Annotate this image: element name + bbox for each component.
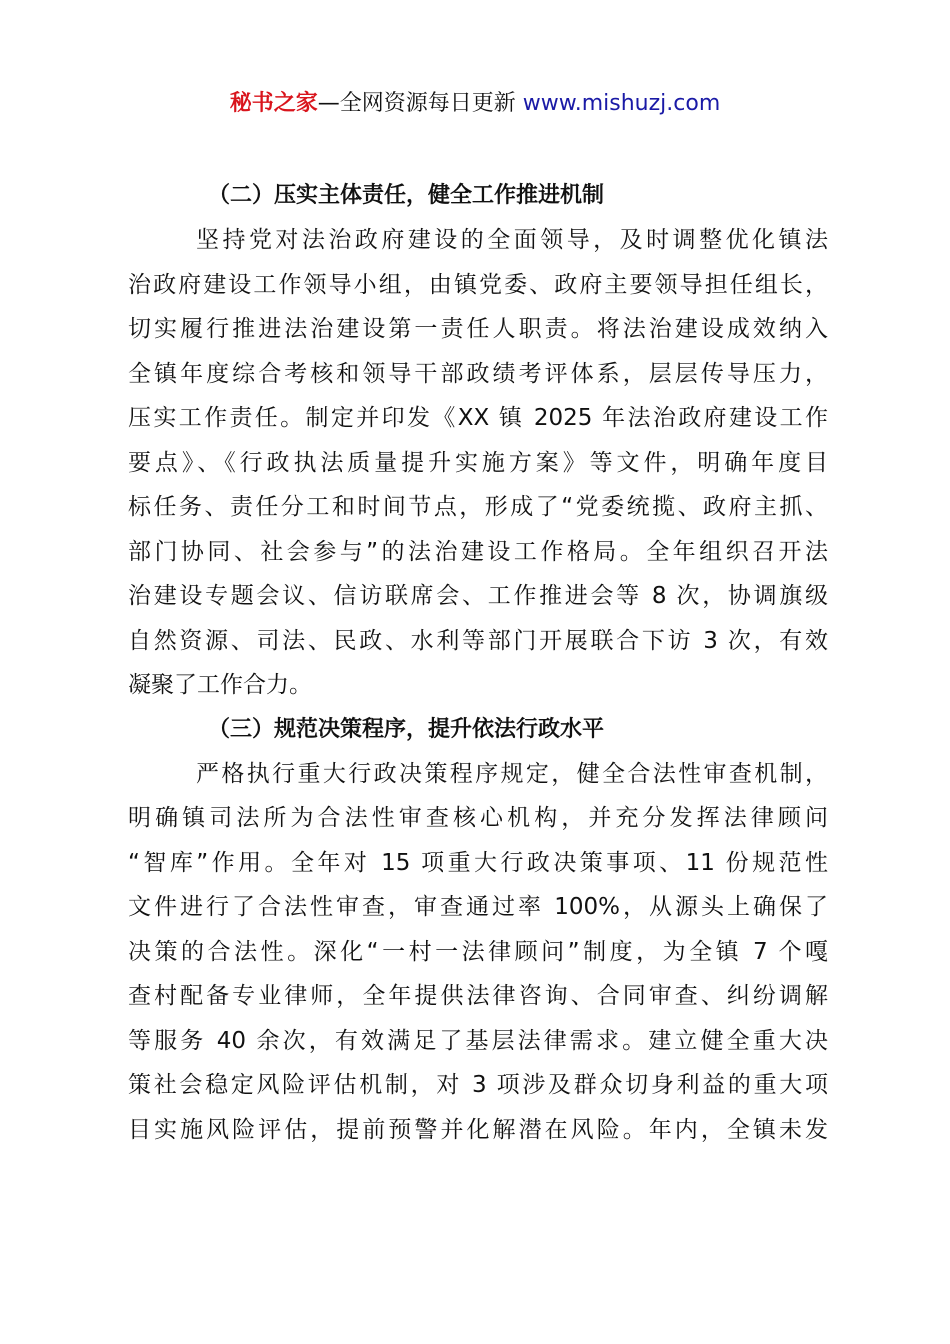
section-heading-2: （二）压实主体责任，健全工作推进机制: [208, 183, 605, 208]
paragraph-line: 明确镇司法所为合法性审查核心机构，并充分发挥法律顾问: [128, 805, 828, 831]
paragraph-line: 要点》、《行政执法质量提升实施方案》等文件，明确年度目: [128, 449, 828, 476]
paragraph-line: 标任务、责任分工和时间节点，形成了“党委统揽、政府主抓、: [128, 494, 828, 520]
paragraph-line: 坚持党对法治政府建设的全面领导，及时调整优化镇法: [196, 227, 828, 253]
page-header: [0, 88, 950, 120]
section-heading-3: （三）规范决策程序，提升依法行政水平: [208, 716, 605, 742]
paragraph-line: 全镇年度综合考核和领导干部政绩考评体系，层层传导压力，: [128, 360, 828, 387]
brand-name: 秘书之家: [229, 91, 318, 116]
header-slogan: —全网资源每日更新: [317, 91, 516, 116]
paragraph-line: 切实履行推进法治建设第一责任人职责。将法治建设成效纳入: [128, 316, 828, 342]
paragraph-line: 凝聚了工作合力。: [128, 672, 312, 698]
paragraph-line: 严格执行重大行政决策程序规定，健全合法性审查机制，: [196, 760, 828, 787]
paragraph-line: 自然资源、司法、民政、水利等部门开展联合下访 3 次，有效: [128, 627, 828, 654]
paragraph-line: 等服务 40 余次，有效满足了基层法律需求。建立健全重大决: [128, 1027, 828, 1054]
paragraph-line: 治政府建设工作领导小组，由镇党委、政府主要领导担任组长，: [128, 271, 828, 298]
paragraph-line: “智库”作用。全年对 15 项重大行政决策事项、11 份规范性: [128, 849, 828, 876]
paragraph-line: 治建设专题会议、信访联席会、工作推进会等 8 次，协调旗级: [128, 583, 828, 609]
paragraph-line: 压实工作责任。制定并印发《XX 镇 2025 年法治政府建设工作: [128, 405, 828, 431]
paragraph-line: 查村配备专业律师，全年提供法律咨询、合同审查、纠纷调解: [128, 983, 828, 1009]
paragraph-line: 目实施风险评估，提前预警并化解潜在风险。年内，全镇未发: [128, 1116, 828, 1143]
website-link[interactable]: www.mishuzj.com: [522, 91, 721, 116]
paragraph-line: 文件进行了合法性审查，审查通过率 100%，从源头上确保了: [128, 894, 828, 920]
paragraph-line: 策社会稳定风险评估机制，对 3 项涉及群众切身利益的重大项: [128, 1072, 828, 1098]
document-body: [128, 174, 828, 1152]
paragraph-line: 决策的合法性。深化“一村一法律顾问”制度，为全镇 7 个嘎: [128, 938, 828, 965]
paragraph-line: 部门协同、社会参与”的法治建设工作格局。全年组织召开法: [128, 538, 828, 565]
